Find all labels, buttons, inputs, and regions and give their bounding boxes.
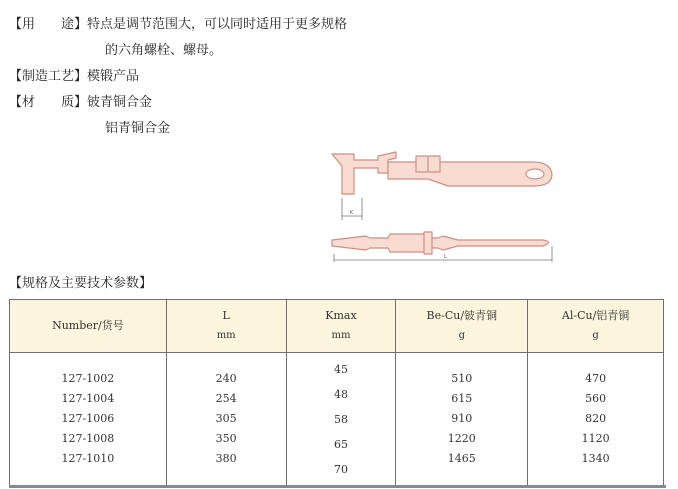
header-number: Number/货号 bbox=[10, 300, 167, 353]
number-value: 127-1008 bbox=[61, 432, 115, 445]
alcu-value: 560 bbox=[585, 392, 607, 405]
length-value: 240 bbox=[215, 372, 237, 385]
becu-value: 1465 bbox=[447, 452, 476, 465]
header-alcu-weight: Al-Cu/铝青铜 g bbox=[528, 300, 664, 353]
wrench-figure bbox=[328, 146, 561, 264]
wrench-handle-slot bbox=[526, 169, 544, 179]
alcu-value: 470 bbox=[585, 372, 607, 385]
header-length: L mm bbox=[166, 300, 286, 353]
number-value: 127-1006 bbox=[61, 412, 115, 425]
spec-table bbox=[9, 299, 664, 486]
material-label: 【材 质】 bbox=[9, 95, 88, 110]
alcu-value: 820 bbox=[585, 412, 607, 425]
length-value: 254 bbox=[215, 392, 237, 405]
dimension-k-line bbox=[342, 198, 362, 220]
length-cell bbox=[166, 353, 286, 486]
length-value: 350 bbox=[215, 432, 237, 445]
wrench-jaw bbox=[332, 152, 396, 194]
usage-line-1 bbox=[9, 17, 347, 33]
spec-title: 【规格及主要技术参数】 bbox=[9, 276, 153, 291]
header-becu-weight: Be-Cu/铍青铜 g bbox=[396, 300, 528, 353]
number-value: 127-1002 bbox=[61, 372, 115, 385]
kmax-value: 58 bbox=[333, 412, 348, 426]
process-text: 模锻产品 bbox=[87, 69, 140, 84]
number-value: 127-1004 bbox=[61, 392, 115, 405]
alcu-value: 1340 bbox=[581, 452, 610, 465]
becu-cell bbox=[396, 353, 528, 486]
usage-text-2: 的六角螺栓、螺母。 bbox=[105, 43, 223, 58]
number-cell bbox=[10, 353, 167, 486]
usage-text-1: 特点是调节范围大，可以同时适用于更多规格 bbox=[87, 17, 348, 32]
spec-body-row bbox=[10, 353, 664, 486]
material-text-2: 铝青铜合金 bbox=[105, 121, 171, 136]
length-value: 305 bbox=[215, 412, 237, 425]
process-label: 【制造工艺】 bbox=[9, 69, 88, 84]
kmax-value: 48 bbox=[333, 387, 348, 401]
material-text-1: 铍青铜合金 bbox=[87, 95, 153, 110]
becu-value: 510 bbox=[451, 372, 473, 385]
kmax-value: 45 bbox=[333, 362, 348, 376]
becu-value: 615 bbox=[451, 392, 473, 405]
wrench-side-view bbox=[332, 234, 549, 252]
material-line-2 bbox=[105, 121, 170, 137]
spec-header-row bbox=[10, 300, 664, 353]
process-line bbox=[9, 69, 139, 85]
number-value: 127-1010 bbox=[61, 452, 115, 465]
becu-value: 1220 bbox=[447, 432, 476, 445]
wrench-side-collar bbox=[424, 232, 432, 254]
alcu-cell bbox=[528, 353, 664, 486]
bottom-rule bbox=[9, 485, 666, 488]
kmax-cell bbox=[286, 353, 396, 486]
becu-value: 910 bbox=[451, 412, 473, 425]
kmax-value: 70 bbox=[333, 462, 348, 476]
material-line-1 bbox=[9, 95, 152, 111]
dimension-l-label: L bbox=[444, 254, 447, 260]
length-value: 380 bbox=[215, 452, 237, 465]
alcu-value: 1120 bbox=[581, 432, 610, 445]
kmax-value: 65 bbox=[333, 437, 348, 451]
usage-label: 【用 途】 bbox=[9, 17, 88, 32]
header-kmax: Kmax mm bbox=[286, 300, 396, 353]
dimension-k-label: K bbox=[350, 210, 354, 216]
usage-line-2 bbox=[105, 43, 222, 59]
